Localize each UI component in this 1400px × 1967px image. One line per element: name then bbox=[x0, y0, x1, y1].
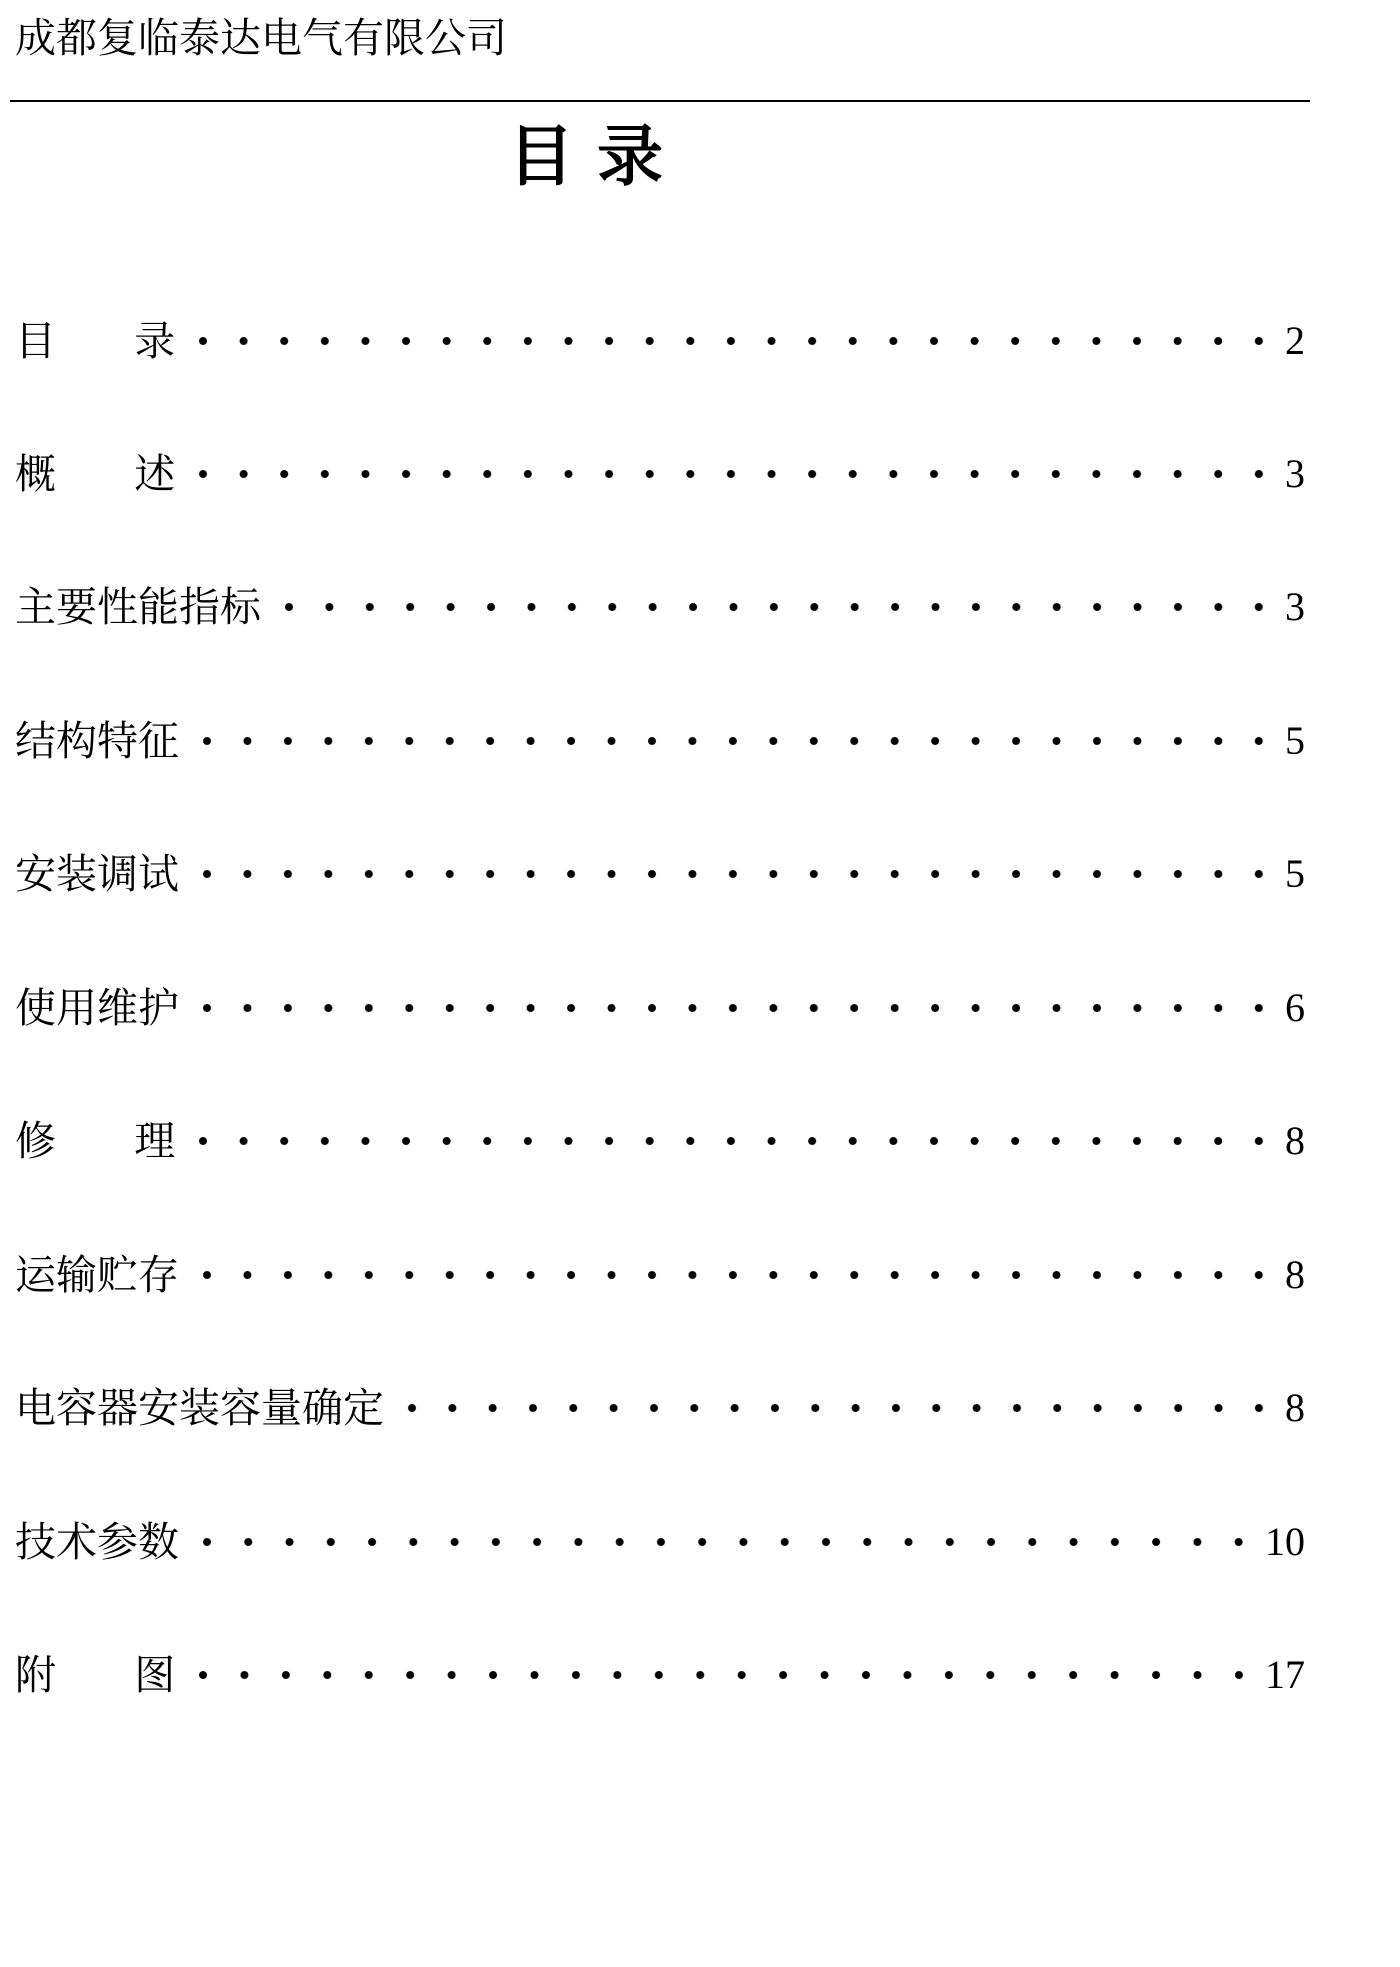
toc-dot-leader bbox=[187, 870, 1279, 878]
toc-page-number: 3 bbox=[1285, 584, 1305, 629]
toc-entry-label: 附 图 bbox=[15, 1651, 176, 1699]
toc-page-number: 5 bbox=[1285, 718, 1305, 763]
toc-entry-label: 运输贮存 bbox=[15, 1251, 179, 1299]
toc-page-number: 8 bbox=[1285, 1252, 1305, 1297]
toc-entry[interactable] bbox=[15, 577, 1305, 637]
toc-entry[interactable] bbox=[15, 978, 1305, 1038]
toc-entry-label: 修 理 bbox=[15, 1117, 176, 1165]
toc-entry-label: 使用维护 bbox=[15, 984, 179, 1032]
toc-entry-label: 主要性能指标 bbox=[15, 583, 261, 631]
toc-entry[interactable] bbox=[15, 711, 1305, 771]
toc-entry-label: 电容器安装容量确定 bbox=[15, 1384, 384, 1432]
toc-entry[interactable] bbox=[15, 1378, 1305, 1438]
toc-page-number: 3 bbox=[1285, 451, 1305, 496]
toc-page-number: 5 bbox=[1285, 851, 1305, 896]
toc-dot-leader bbox=[187, 737, 1279, 745]
toc-entry[interactable] bbox=[15, 1512, 1305, 1572]
toc-dot-leader bbox=[269, 603, 1279, 611]
toc-dot-leader bbox=[183, 337, 1279, 345]
page-title: 目 录 bbox=[508, 117, 663, 195]
toc-dot-leader bbox=[187, 1004, 1279, 1012]
toc-entry-label: 结构特征 bbox=[15, 717, 179, 765]
toc-page-number: 8 bbox=[1285, 1385, 1305, 1430]
toc-page-number: 8 bbox=[1285, 1118, 1305, 1163]
toc-entry[interactable] bbox=[15, 844, 1305, 904]
toc-entry[interactable] bbox=[15, 1111, 1305, 1171]
toc-dot-leader bbox=[187, 1538, 1259, 1546]
toc-page-number: 10 bbox=[1265, 1519, 1305, 1564]
toc-dot-leader bbox=[187, 1271, 1279, 1279]
toc-dot-leader bbox=[183, 1671, 1259, 1679]
toc-entry-label: 技术参数 bbox=[15, 1518, 179, 1566]
toc-page-number: 6 bbox=[1285, 985, 1305, 1030]
toc-page-number: 17 bbox=[1265, 1652, 1305, 1697]
toc-entry[interactable] bbox=[15, 444, 1305, 504]
company-name: 成都复临泰达电气有限公司 bbox=[15, 14, 507, 62]
toc-entry[interactable] bbox=[15, 1645, 1305, 1705]
toc-dot-leader bbox=[392, 1404, 1279, 1412]
toc-dot-leader bbox=[183, 1137, 1279, 1145]
toc-entry[interactable] bbox=[15, 1245, 1305, 1305]
toc-entry[interactable] bbox=[15, 311, 1305, 371]
toc-dot-leader bbox=[183, 470, 1279, 478]
header-rule bbox=[10, 100, 1310, 102]
toc-page-number: 2 bbox=[1285, 318, 1305, 363]
toc-entry-label: 概 述 bbox=[15, 450, 176, 498]
toc-entry-label: 目 录 bbox=[15, 317, 176, 365]
toc-entry-label: 安装调试 bbox=[15, 850, 179, 898]
